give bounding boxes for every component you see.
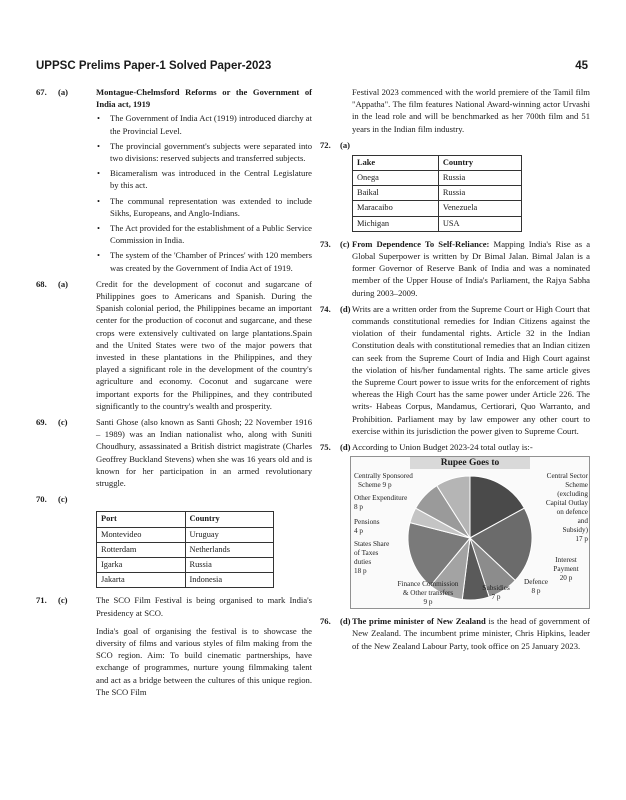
label-text: Centrally Sponsored xyxy=(354,472,413,481)
label-pensions xyxy=(354,518,380,536)
question-number: 71. xyxy=(36,595,47,606)
answer-option: (d) xyxy=(340,442,351,453)
bullet-item: • The Government of India Act (1919) introduced diarchy at the Provincial Level. xyxy=(110,112,312,136)
label-text: Payment xyxy=(553,565,579,574)
label-text: and xyxy=(577,517,588,526)
table-row xyxy=(353,171,522,186)
question-number: 70. xyxy=(36,494,47,505)
answer-option: (a) xyxy=(58,278,69,289)
table-cell: Russia xyxy=(438,186,521,201)
label-text: & Other transfers xyxy=(402,589,454,598)
bullet-list xyxy=(96,112,312,273)
label-text: Interest xyxy=(555,556,577,565)
table-row xyxy=(97,542,274,557)
page-number: 45 xyxy=(575,60,588,72)
answer-option: (d) xyxy=(340,616,351,627)
question-number: 69. xyxy=(36,417,47,428)
label-value: 9 p xyxy=(423,598,433,607)
answer-text xyxy=(352,615,590,652)
question-number: 67. xyxy=(36,87,47,97)
table-header: Port xyxy=(97,512,186,527)
question-67 xyxy=(36,86,312,274)
label-text: Defence xyxy=(524,578,548,587)
answer-text: According to Union Budget 2023-24 total outlay is:- xyxy=(352,442,533,453)
answer-option: (c) xyxy=(340,238,350,249)
bullet-item: • The Act provided for the establishment of a Public Service Commission in India. xyxy=(110,222,312,246)
question-71 xyxy=(36,594,312,698)
answer-text xyxy=(352,238,590,299)
label-text: (excluding xyxy=(557,490,588,499)
table-cell: Indonesia xyxy=(185,573,274,588)
label-text: Other Expenditure xyxy=(354,494,408,503)
label-other-expenditure xyxy=(354,494,407,512)
bullet-item: • Bicameralism was introduced in the Central Legislature by this act. xyxy=(110,167,312,191)
chart-title: Rupee Goes to xyxy=(440,458,500,469)
answer-text: Writs are a written order from the Supreme Court or High Court that commands constitutional remedies for Indian Citizens against the violation of their fundamental rights. Article 32 in the Indian Constitution deals with constitutional remedies that an Indian citizen can seek from the Supreme Court of India and High Court against the violation of his/her fundamental rights. The same article gives the Supreme Court power to issue writs for the enforcement of rights whereas the High Court has the same power under Article 226. The writs- Habeas Corpus, Mandamus, Certiorari, Quo Warranto, and Prohibition. Parliament may by law empower any other court to exercise within its jurisdiction the power given to Supreme Court. xyxy=(352,303,590,436)
answer-text: India's goal of organising the festival is to showcase the diversity of films and various styles of film making from the SCO region. Aim: To build cinematic partnerships, have exchange of programmes, nurture young filmmaking talent and act as a bridge between the cultures of this unique region. The SCO Film xyxy=(96,625,312,697)
answer-option: (a) xyxy=(340,139,351,150)
label-value: 4 p xyxy=(354,527,363,536)
question-69 xyxy=(36,416,312,489)
question-73 xyxy=(320,238,590,299)
table-cell: Onega xyxy=(353,171,439,186)
question-74 xyxy=(320,303,590,437)
question-70 xyxy=(36,493,312,588)
answer-body: is the head of government of New Zealand. The incumbent prime minister, Chris Hipkins, leader of the New Zealand Labour Party, took office on 25 January 2023. xyxy=(352,616,590,651)
label-text: Central Sector Scheme xyxy=(546,472,588,490)
answer-option: (c) xyxy=(58,494,68,505)
table-row xyxy=(97,557,274,572)
label-value: 8 p xyxy=(531,587,541,596)
answer-option: (c) xyxy=(58,595,68,606)
question-68 xyxy=(36,278,312,412)
answer-text: Santi Ghose (also known as Santi Ghosh; 22 November 1916 – 1989) was an Indian nationalist who, along with Suniti Choudhury, assassinated a British district magistrate (Charles Geoffrey Buckland Stevens) when she was 16 years old and is known for her participation in an armed revolutionary struggle. xyxy=(96,417,312,489)
label-value: 17 p xyxy=(575,535,588,544)
table-row xyxy=(97,573,274,588)
question-number: 76. xyxy=(320,616,331,627)
table-cell: Montevideo xyxy=(97,527,186,542)
table-cell: Uruguay xyxy=(185,527,274,542)
table-row xyxy=(97,527,274,542)
table-cell: Rotterdam xyxy=(97,542,186,557)
question-72 xyxy=(320,139,590,232)
continued-text: Festival 2023 commenced with the world premiere of the Tamil film "Appatha". The film features National Award-winning actor Urvashi in the lead role and will be benchmarked as her 700th film and 51 years in the Indian film industry. xyxy=(352,87,590,134)
table-cell: Michigan xyxy=(353,216,439,231)
table-cell: Baikal xyxy=(353,186,439,201)
question-number: 74. xyxy=(320,303,331,314)
question-75 xyxy=(320,441,590,609)
table-cell: Igarka xyxy=(97,557,186,572)
right-column xyxy=(320,86,590,656)
label-value: Scheme 9 p xyxy=(358,481,392,490)
table-cell: USA xyxy=(438,216,521,231)
bullet-item: • The provincial government's subjects were separated into two divisions: reserved subjects and transferred subjects. xyxy=(110,140,312,164)
table-cell: Maracaibo xyxy=(353,201,439,216)
answer-heading: Montague-Chelmsford Reforms or the Government of India act, 1919 xyxy=(96,87,312,110)
table-row xyxy=(353,216,522,231)
label-text: Subsidies xyxy=(482,584,510,593)
port-country-table xyxy=(96,511,274,588)
answer-lead: The prime minister of New Zealand xyxy=(352,616,486,627)
label-value: 8 p xyxy=(354,503,363,512)
table-cell: Russia xyxy=(438,171,521,186)
bullet-item: • The communal representation was extended to include Sikhs, Europeans, and Anglo-Indians. xyxy=(110,195,312,219)
table-row xyxy=(353,201,522,216)
label-defence xyxy=(516,578,556,596)
label-text: Capital Outlay xyxy=(545,499,588,508)
label-central-sector xyxy=(526,472,588,544)
label-subsidies xyxy=(476,584,516,602)
table-header: Country xyxy=(185,512,274,527)
label-text: on defence xyxy=(556,508,588,517)
table-cell: Jakarta xyxy=(97,573,186,588)
book-title: From Dependence To Self-Reliance: xyxy=(352,238,490,249)
label-text: States Share xyxy=(354,540,390,549)
answer-body: Mapping India's Rise as a Global Superpower is written by Dr Bimal Jalan. Bimal Jalan is a former Governor of Reserve Bank of India and was a nominated member of the Upper House of India's Parliament, the Rajya Sabha during 2003–2009. xyxy=(352,238,591,298)
question-number: 73. xyxy=(320,238,331,249)
answer-option: (a) xyxy=(58,87,69,97)
answer-option: (c) xyxy=(58,417,68,428)
label-value: 18 p xyxy=(354,567,367,576)
question-number: 68. xyxy=(36,278,47,289)
answer-text: The SCO Film Festival is being organised to mark India's Presidency at SCO. xyxy=(96,595,312,618)
page-header xyxy=(36,60,588,78)
header-title: UPPSC Prelims Paper-1 Solved Paper-2023 xyxy=(36,60,272,72)
left-column xyxy=(36,86,312,702)
table-row xyxy=(353,186,522,201)
table-header: Lake xyxy=(353,155,439,170)
question-number: 75. xyxy=(320,442,331,453)
label-text: Finance Commission xyxy=(397,580,459,589)
label-text: Subsidy) xyxy=(562,526,588,535)
question-76 xyxy=(320,615,590,652)
table-cell: Venezuela xyxy=(438,201,521,216)
label-states-share xyxy=(354,540,389,576)
label-value: 7 p xyxy=(491,593,501,602)
label-centrally-sponsored xyxy=(354,472,413,490)
label-text: duties xyxy=(354,558,372,567)
label-finance-commission xyxy=(388,580,468,607)
lake-country-table xyxy=(352,155,522,232)
table-header: Country xyxy=(438,155,521,170)
label-text: of Taxes xyxy=(354,549,379,558)
answer-text: Credit for the development of coconut and sugarcane of Philippines goes to Americans and Spanish. During the Spanish colonial period, the Philippines became an important center for the production of coconut and sugarcane, and these crops were extensively cultivated on large plantations.Spain and the United States were two of the major powers that invested in these plantations in the Philippines, and they played a significant role in the development of the country's agriculture and economy. Coconut and sugarcane were important exports for the Philippines, and they contributed significantly to the country's wealth and prosperity. xyxy=(96,278,312,411)
table-cell: Netherlands xyxy=(185,542,274,557)
pie-chart xyxy=(350,456,590,609)
table-cell: Russia xyxy=(185,557,274,572)
answer-option: (d) xyxy=(340,303,351,314)
bullet-item: • The system of the 'Chamber of Princes' with 120 members was created by the Government of India Act of 1919. xyxy=(110,249,312,273)
label-text: Pensions xyxy=(354,518,380,527)
label-value: 20 p xyxy=(559,574,573,583)
question-number: 72. xyxy=(320,139,331,150)
